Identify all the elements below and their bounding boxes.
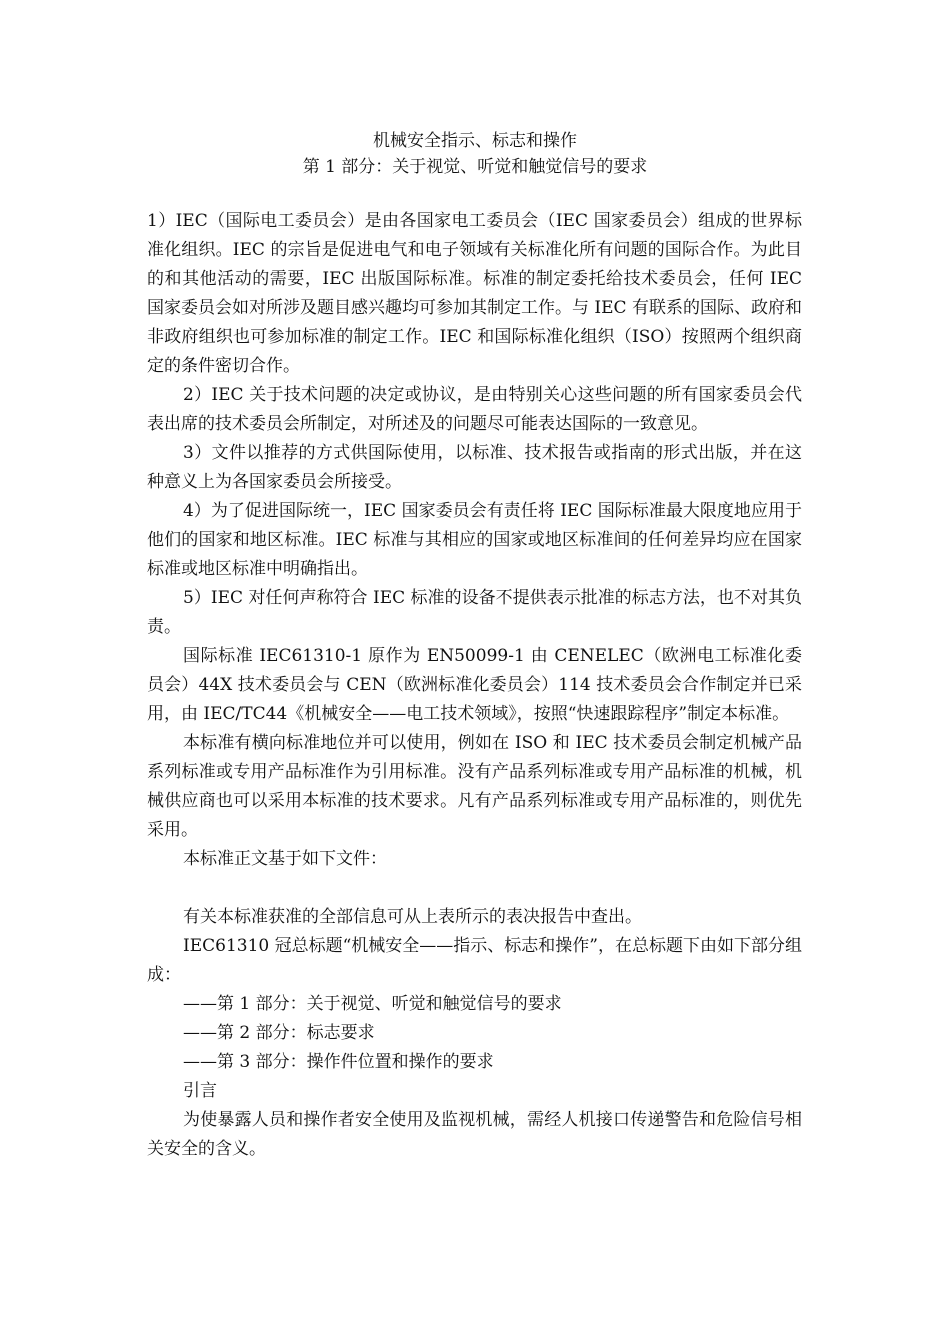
- paragraph-based-on: 本标准正文基于如下文件：: [183, 849, 387, 869]
- document-title: [0, 128, 950, 180]
- title-line-main: 机械安全指示、标志和操作: [373, 131, 577, 151]
- list-item-part-3: ——第 3 部分：操作件位置和操作的要求: [183, 1052, 494, 1072]
- paragraph-general-title: IEC61310 冠总标题“机械安全——指示、标志和操作”，在总标题下由如下部分组成：: [147, 936, 802, 985]
- title-line-part: 第 1 部分：关于视觉、听觉和触觉信号的要求: [302, 157, 648, 177]
- section-heading-introduction: 引言: [183, 1081, 217, 1101]
- paragraph-horizontal-standard: 本标准有横向标准地位并可以使用，例如在 ISO 和 IEC 技术委员会制定机械产品系列标准或专用产品标准作为引用标准。没有产品系列标准或专用产品标准的机械，机械供应商也可以采用本标准的技术要求。凡有产品系列标准或专用产品标准的，则优先采用。: [147, 733, 802, 840]
- paragraph-standard-origin: 国际标准 IEC61310-1 原作为 EN50099-1 由 CENELEC（欧洲电工标准化委员会）44X 技术委员会与 CEN（欧洲标准化委员会）114 技术委员会合作制定并已采用，由 IEC/TC44《机械安全——电工技术领域》，按照“快速跟踪程序”制定本标准。: [147, 646, 802, 724]
- document-body: [147, 207, 802, 1164]
- list-item-part-1: ——第 1 部分：关于视觉、听觉和触觉信号的要求: [183, 994, 562, 1014]
- paragraph-iec-approval: 5）IEC 对任何声称符合 IEC 标准的设备不提供表示批准的标志方法，也不对其负责。: [147, 588, 802, 637]
- paragraph-voting-report: 有关本标准获准的全部信息可从上表所示的表决报告中查出。: [183, 907, 642, 927]
- list-item-part-2: ——第 2 部分：标志要求: [183, 1023, 375, 1043]
- paragraph-introduction: 为使暴露人员和操作者安全使用及监视机械，需经人机接口传递警告和危险信号相关安全的含义。: [147, 1110, 802, 1159]
- paragraph-iec-decisions: 2）IEC 关于技术问题的决定或协议，是由特别关心这些问题的所有国家委员会代表出席的技术委员会所制定，对所述及的问题尽可能表达国际的一致意见。: [147, 385, 802, 434]
- paragraph-iec-intro: 1）IEC（国际电工委员会）是由各国家电工委员会（IEC 国家委员会）组成的世界标准化组织。IEC 的宗旨是促进电气和电子领域有关标准化所有问题的国际合作。为此目的和其他活动的需要，IEC 出版国际标准。标准的制定委托给技术委员会，任何 IEC 国家委员会如对所涉及题目感兴趣均可参加其制定工作。与 IEC 有联系的国际、政府和非政府组织也可参加标准的制定工作。IEC 和国际标准化组织（ISO）按照两个组织商定的条件密切合作。: [147, 211, 802, 376]
- paragraph-iec-unification: 4）为了促进国际统一，IEC 国家委员会有责任将 IEC 国际标准最大限度地应用于他们的国家和地区标准。IEC 标准与其相应的国家或地区标准间的任何差异均应在国家标准或地区标准中明确指出。: [147, 501, 802, 579]
- missing-table-gap: [147, 874, 802, 903]
- paragraph-iec-documents: 3）文件以推荐的方式供国际使用，以标准、技术报告或指南的形式出版，并在这种意义上为各国家委员会所接受。: [147, 443, 802, 492]
